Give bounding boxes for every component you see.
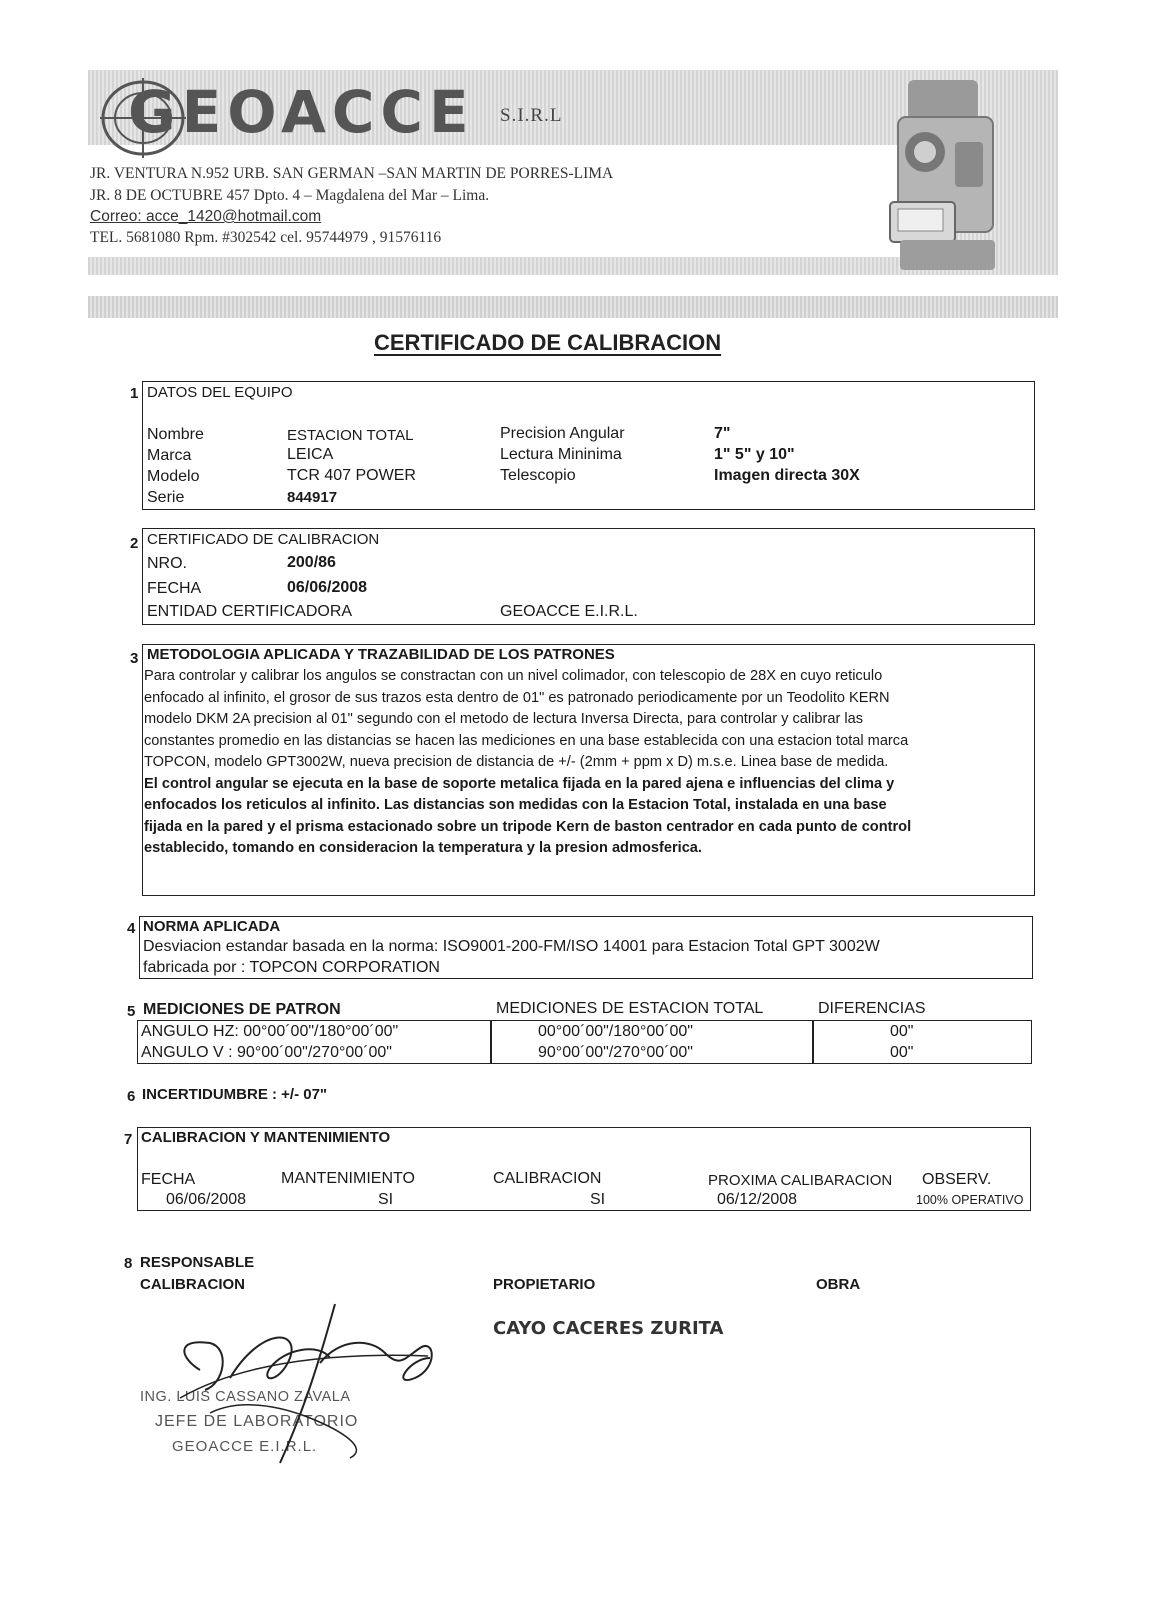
value-fecha-calibracion: 06/06/2008 <box>166 1191 247 1208</box>
address-line-1: JR. VENTURA N.952 URB. SAN GERMAN –SAN MARTIN DE PORRES-LIMA <box>90 165 614 182</box>
value-precision-angular: 7" <box>714 425 731 442</box>
value-modelo: TCR 407 POWER <box>287 467 416 484</box>
address-line-2: JR. 8 DE OCTUBRE 457 Dpto. 4 – Magdalena del Mar – Lima. <box>90 187 490 204</box>
diferencia-row-v: 00" <box>890 1044 914 1061</box>
value-serie: 844917 <box>287 489 338 506</box>
section-1-heading: DATOS DEL EQUIPO <box>147 384 293 401</box>
value-observ: 100% OPERATIVO <box>916 1193 1024 1207</box>
header-calibracion: CALIBRACION <box>493 1170 602 1187</box>
label-fecha: FECHA <box>147 580 202 597</box>
methodology-line: modelo DKM 2A precision al 01" segundo con el metodo de lectura Inversa Directa, para controlar y calibrar las <box>144 711 864 727</box>
brand-suffix: S.I.R.L <box>500 105 563 126</box>
column-header-diferencias: DIFERENCIAS <box>818 1000 926 1017</box>
norma-line-2: fabricada por : TOPCON CORPORATION <box>143 959 440 976</box>
section-5-number: 5 <box>127 1003 136 1020</box>
methodology-text <box>144 666 1032 860</box>
value-mantenimiento: SI <box>378 1191 394 1208</box>
stamp-line-3: GEOACCE E.I.R.L. <box>172 1438 318 1455</box>
section-3-number: 3 <box>130 650 139 667</box>
diferencia-row-hz: 00" <box>890 1023 914 1040</box>
label-nro: NRO. <box>147 555 187 572</box>
value-nombre: ESTACION TOTAL <box>287 427 414 444</box>
value-proxima-calibracion: 06/12/2008 <box>717 1191 798 1208</box>
patron-row-hz: ANGULO HZ: 00°00´00"/180°00´00" <box>141 1023 399 1040</box>
brand-name: GEOACCE <box>128 78 475 146</box>
norma-line-1: Desviacion estandar basada en la norma: ISO9001-200-FM/ISO 14001 para Estacion Total GPT 3002W <box>143 938 880 955</box>
propietario-label: PROPIETARIO <box>493 1276 596 1293</box>
methodology-line: TOPCON, modelo GPT3002W, nueva precision de distancia de +/- (2mm + ppm x D) m.s.e. Linea base de medida. <box>144 754 889 770</box>
label-modelo: Modelo <box>147 468 200 485</box>
stamp-line-1: ING. LUIS CASSANO ZAVALA <box>140 1389 351 1405</box>
value-fecha: 06/06/2008 <box>287 579 368 596</box>
methodology-bold-line: El control angular se ejecuta en la base de soporte metalica fijada en la pared ajena e influencias del clima y <box>144 775 895 792</box>
methodology-bold-line: establecido, tomando en consideracion la temperatura y la presion admosferica. <box>144 840 702 856</box>
propietario-value: CAYO CACERES ZURITA <box>493 1318 724 1339</box>
value-entidad: GEOACCE E.I.R.L. <box>500 603 638 620</box>
total-station-icon <box>880 72 1010 277</box>
estacion-row-v: 90°00´00"/270°00´00" <box>538 1044 693 1061</box>
value-calibracion: SI <box>590 1191 606 1208</box>
section-6-number: 6 <box>127 1088 136 1105</box>
header-observ: OBSERV. <box>922 1171 992 1188</box>
signature-icon <box>170 1298 450 1468</box>
value-telescopio: Imagen directa 30X <box>714 467 860 484</box>
section-3-heading: METODOLOGIA APLICADA Y TRAZABILIDAD DE LOS PATRONES <box>147 646 615 663</box>
column-header-patron: MEDICIONES DE PATRON <box>143 1001 341 1018</box>
label-nombre: Nombre <box>147 426 204 443</box>
label-serie: Serie <box>147 489 185 506</box>
label-entidad: ENTIDAD CERTIFICADORA <box>147 603 353 620</box>
methodology-line: Para controlar y calibrar los angulos se constractan con un nivel colimador, con telescopio de 28X en cuyo reticulo <box>144 668 883 684</box>
section-8-number: 8 <box>124 1255 133 1272</box>
header-mantenimiento: MANTENIMIENTO <box>281 1170 415 1187</box>
section-2-heading: CERTIFICADO DE CALIBRACION <box>147 531 380 548</box>
value-nro: 200/86 <box>287 554 336 571</box>
phone-line: TEL. 5681080 Rpm. #302542 cel. 95744979 , 91576116 <box>90 229 442 246</box>
patron-row-v: ANGULO V : 90°00´00"/270°00´00" <box>141 1044 392 1061</box>
label-precision-angular: Precision Angular <box>500 425 625 442</box>
obra-label: OBRA <box>816 1276 861 1293</box>
value-lectura-minima: 1" 5" y 10" <box>714 446 795 463</box>
incertidumbre-text: INCERTIDUMBRE : +/- 07" <box>142 1086 328 1103</box>
methodology-line: enfocado al infinito, el grosor de sus trazos esta dentro de 01" es patronado periodicamente por un Teodolito KERN <box>144 689 890 706</box>
label-marca: Marca <box>147 447 192 464</box>
email-line: Correo: acce_1420@hotmail.com <box>90 208 322 225</box>
value-marca: LEICA <box>287 446 334 463</box>
stamp-line-2: JEFE DE LABORATORIO <box>155 1413 359 1430</box>
diferencias-cell <box>812 1020 1032 1064</box>
header-proxima-calibracion: PROXIMA CALIBARACION <box>708 1172 893 1189</box>
methodology-bold-line: enfocados los reticulos al infinito. Las distancias son medidas con la Estacion Total, instalada en una base <box>144 797 887 813</box>
section-4-heading: NORMA APLICADA <box>143 918 281 935</box>
header-fecha: FECHA <box>141 1171 196 1188</box>
methodology-line: constantes promedio en las distancias se hacen las mediciones en una base establecida con una estacion total marca <box>144 732 909 749</box>
responsable-label: RESPONSABLE <box>140 1254 255 1271</box>
label-lectura-minima: Lectura Mininima <box>500 446 622 463</box>
column-header-estacion: MEDICIONES DE ESTACION TOTAL <box>496 1000 764 1017</box>
label-telescopio: Telescopio <box>500 467 576 484</box>
header-divider-strip <box>88 296 1058 318</box>
section-7-heading: CALIBRACION Y MANTENIMIENTO <box>141 1129 391 1146</box>
section-2-number: 2 <box>130 535 139 552</box>
methodology-bold-line: fijada en la pared y el prisma estacionado sobre un tripode Kern de baston centrador en cada punto de control <box>144 818 912 835</box>
section-7-number: 7 <box>124 1131 133 1148</box>
estacion-row-hz: 00°00´00"/180°00´00" <box>538 1023 693 1040</box>
calibracion-label: CALIBRACION <box>140 1276 245 1293</box>
section-4-number: 4 <box>127 920 136 937</box>
section-1-number: 1 <box>130 385 139 402</box>
page-title: CERTIFICADO DE CALIBRACION <box>374 330 722 355</box>
